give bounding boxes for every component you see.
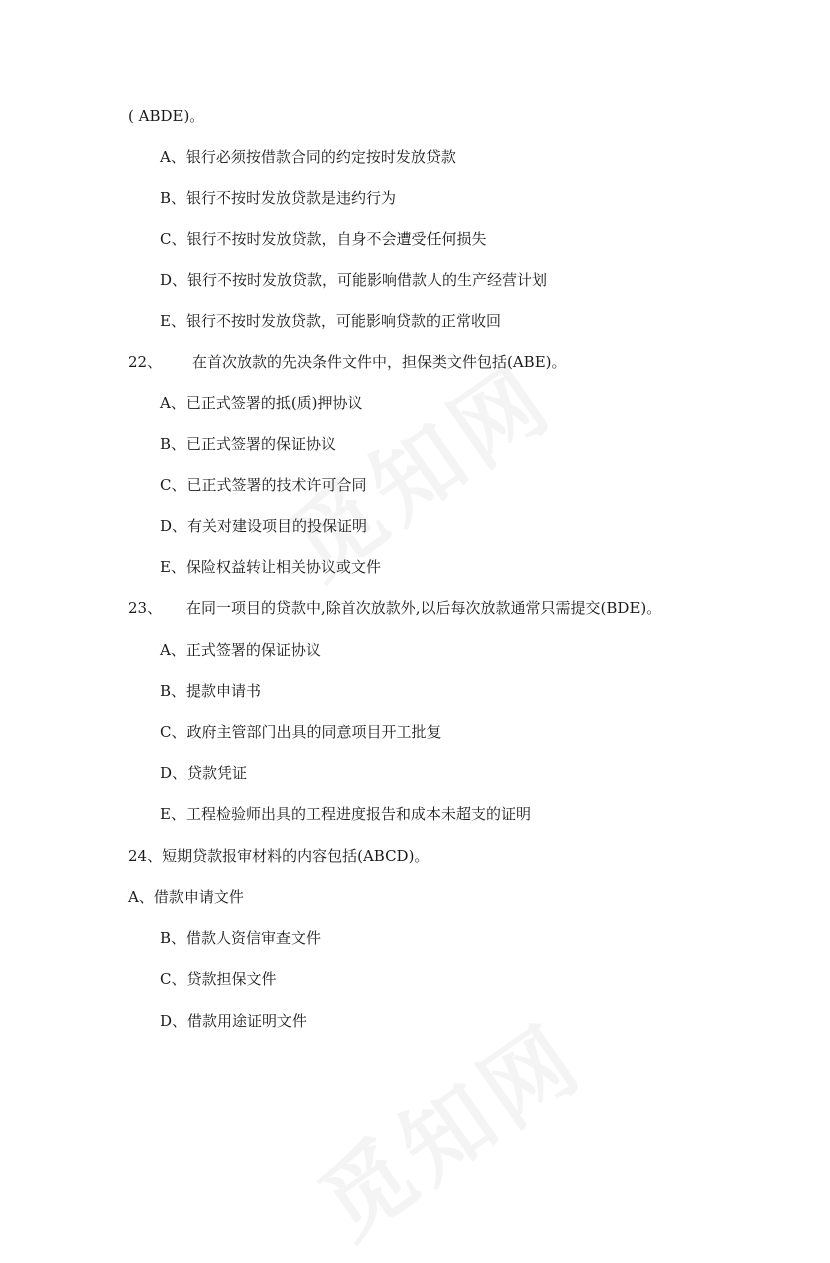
- option-b: B、提款申请书: [160, 682, 262, 700]
- option-a: A、正式签署的保证协议: [160, 641, 321, 659]
- option-b: B、银行不按时发放贷款是违约行为: [160, 189, 397, 207]
- question-24: 24、短期贷款报审材料的内容包括(ABCD)。: [128, 847, 430, 865]
- watermark: [289, 987, 604, 1262]
- option-e: E、工程检验师出具的工程进度报告和成本未超支的证明: [160, 805, 531, 823]
- option-c: C、政府主管部门出具的同意项目开工批复: [160, 723, 442, 741]
- option-c: C、贷款担保文件: [160, 970, 277, 988]
- option-b: B、已正式签署的保证协议: [160, 435, 337, 453]
- option-c: C、银行不按时发放贷款，自身不会遭受任何损失: [160, 230, 487, 248]
- option-d: D、有关对建设项目的投保证明: [160, 517, 368, 535]
- question-text: 在首次放款的先决条件文件中，担保类文件包括(ABE)。: [192, 353, 567, 371]
- option-d: D、借款用途证明文件: [160, 1012, 308, 1030]
- option-a: A、借款申请文件: [128, 888, 244, 906]
- option-b: B、借款人资信审查文件: [160, 929, 322, 947]
- option-e: E、保险权益转让相关协议或文件: [160, 558, 381, 576]
- option-a: A、银行必须按借款合同的约定按时发放贷款: [160, 148, 456, 166]
- option-e: E、银行不按时发放贷款，可能影响贷款的正常收回: [160, 312, 501, 330]
- option-d: D、银行不按时发放贷款，可能影响借款人的生产经营计划: [160, 271, 548, 289]
- question-number: 23、: [128, 599, 163, 617]
- option-c: C、已正式签署的技术许可合同: [160, 476, 367, 494]
- question-number: 22、: [128, 353, 163, 371]
- question-answer-tail: ( ABDE)。: [128, 107, 205, 125]
- option-d: D、贷款凭证: [160, 764, 248, 782]
- question-text: 在同一项目的贷款中,除首次放款外,以后每次放款通常只需提交(BDE)。: [186, 599, 662, 617]
- option-a: A、已正式签署的抵(质)押协议: [160, 394, 363, 412]
